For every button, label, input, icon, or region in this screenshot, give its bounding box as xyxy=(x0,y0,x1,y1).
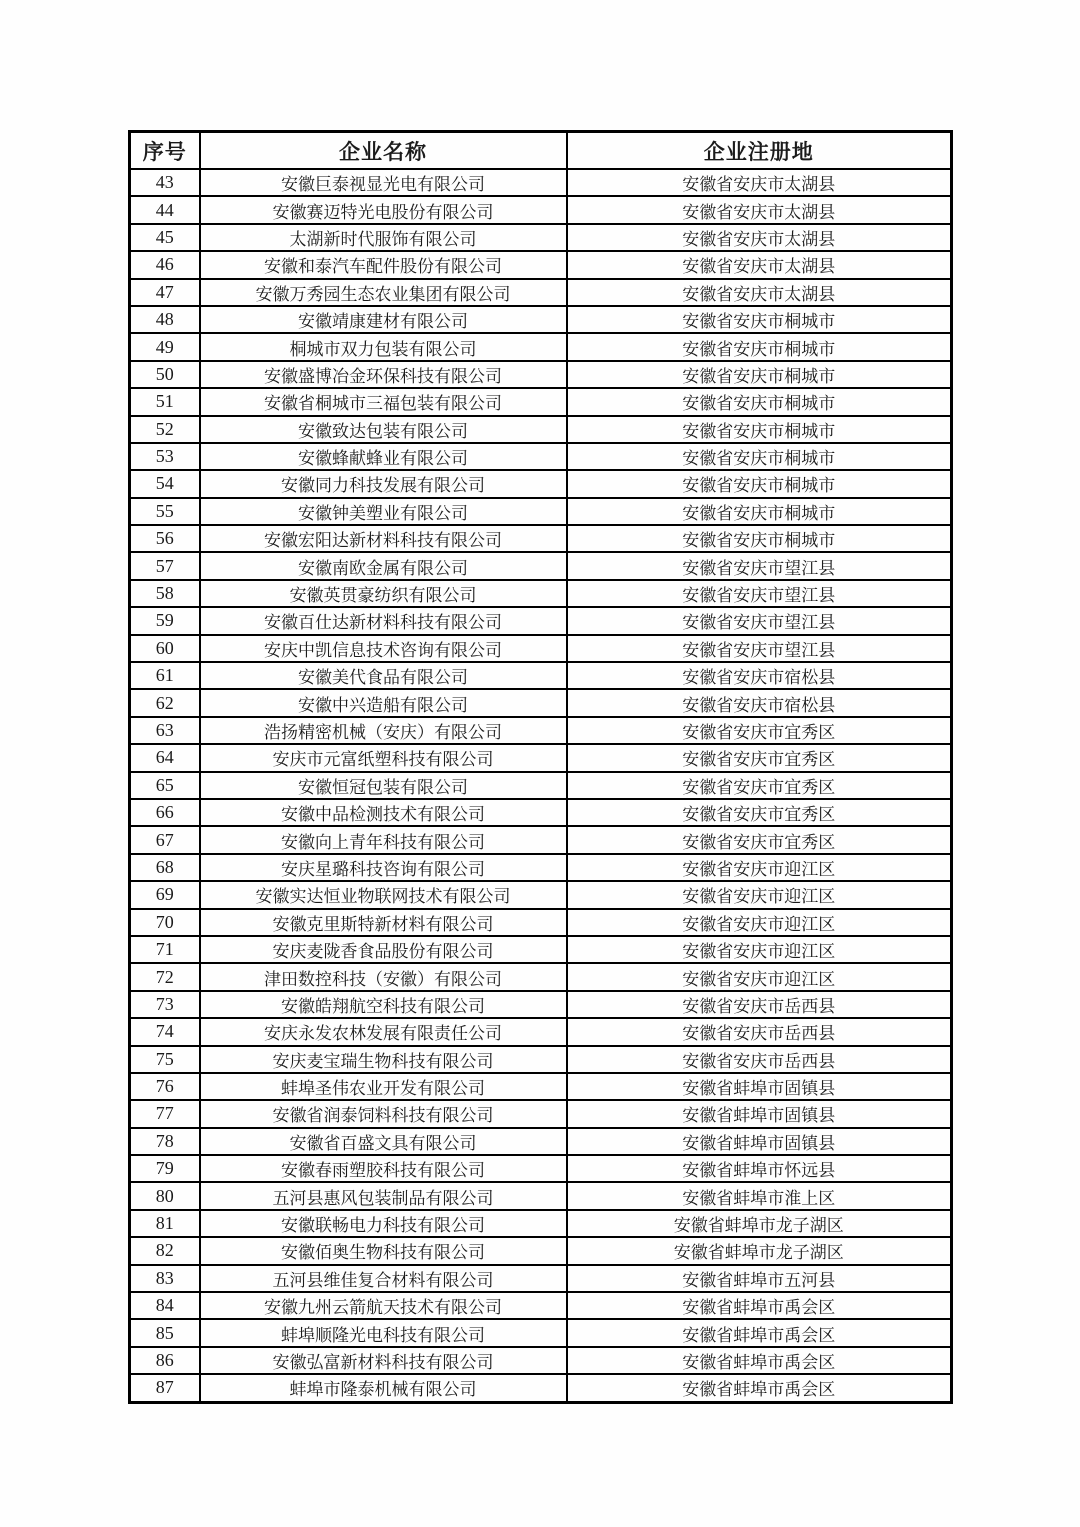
company-name-cell: 安徽美代食品有限公司 xyxy=(200,662,567,689)
company-name-cell: 安徽盛博冶金环保科技有限公司 xyxy=(200,361,567,388)
registration-location-cell: 安徽省蚌埠市淮上区 xyxy=(567,1182,952,1209)
registration-location-cell: 安徽省安庆市迎江区 xyxy=(567,854,952,881)
row-number-cell: 54 xyxy=(130,470,200,497)
registration-location-cell: 安徽省安庆市宜秀区 xyxy=(567,772,952,799)
registration-location-cell: 安徽省安庆市岳西县 xyxy=(567,1018,952,1045)
row-number-cell: 87 xyxy=(130,1374,200,1402)
row-number-cell: 80 xyxy=(130,1182,200,1209)
row-number-cell: 65 xyxy=(130,772,200,799)
table-row xyxy=(130,854,952,881)
table-row xyxy=(130,498,952,525)
table-row xyxy=(130,607,952,634)
company-name-cell: 安徽英贯豪纺织有限公司 xyxy=(200,580,567,607)
row-number-cell: 52 xyxy=(130,416,200,443)
row-number-cell: 66 xyxy=(130,799,200,826)
table-row xyxy=(130,635,952,662)
company-name-cell: 安徽克里斯特新材料有限公司 xyxy=(200,909,567,936)
table-row xyxy=(130,936,952,963)
table-row xyxy=(130,744,952,771)
registration-location-cell: 安徽省蚌埠市固镇县 xyxy=(567,1073,952,1100)
table-row xyxy=(130,224,952,251)
table-row xyxy=(130,306,952,333)
company-name-cell: 安徽南欧金属有限公司 xyxy=(200,552,567,579)
registration-location-cell: 安徽省安庆市桐城市 xyxy=(567,361,952,388)
row-number-cell: 77 xyxy=(130,1100,200,1127)
company-name-cell: 安徽百仕达新材料科技有限公司 xyxy=(200,607,567,634)
table-row xyxy=(130,1292,952,1319)
table-row xyxy=(130,1265,952,1292)
company-name-cell: 安徽蜂献蜂业有限公司 xyxy=(200,443,567,470)
company-name-cell: 安徽钟美塑业有限公司 xyxy=(200,498,567,525)
company-name-cell: 安徽致达包装有限公司 xyxy=(200,416,567,443)
row-number-cell: 79 xyxy=(130,1155,200,1182)
registration-location-cell: 安徽省安庆市桐城市 xyxy=(567,388,952,415)
row-number-cell: 46 xyxy=(130,251,200,278)
row-number-cell: 69 xyxy=(130,881,200,908)
table-row xyxy=(130,662,952,689)
row-number-cell: 68 xyxy=(130,854,200,881)
row-number-cell: 61 xyxy=(130,662,200,689)
registration-location-cell: 安徽省安庆市望江县 xyxy=(567,635,952,662)
registration-location-cell: 安徽省安庆市宿松县 xyxy=(567,662,952,689)
table-row xyxy=(130,772,952,799)
company-name-cell: 安庆麦陇香食品股份有限公司 xyxy=(200,936,567,963)
company-name-cell: 安徽同力科技发展有限公司 xyxy=(200,470,567,497)
company-name-cell: 安徽佰奥生物科技有限公司 xyxy=(200,1237,567,1264)
registration-location-cell: 安徽省安庆市太湖县 xyxy=(567,279,952,306)
row-number-cell: 78 xyxy=(130,1128,200,1155)
table-row xyxy=(130,196,952,223)
company-name-cell: 浩扬精密机械（安庆）有限公司 xyxy=(200,717,567,744)
registration-location-cell: 安徽省安庆市岳西县 xyxy=(567,1046,952,1073)
company-name-cell: 安徽靖康建材有限公司 xyxy=(200,306,567,333)
table-row xyxy=(130,251,952,278)
table-row xyxy=(130,416,952,443)
row-number-cell: 64 xyxy=(130,744,200,771)
company-name-cell: 五河县惠风包装制品有限公司 xyxy=(200,1182,567,1209)
registration-location-cell: 安徽省安庆市桐城市 xyxy=(567,306,952,333)
row-number-cell: 82 xyxy=(130,1237,200,1264)
registration-location-cell: 安徽省安庆市望江县 xyxy=(567,607,952,634)
company-name-cell: 安徽弘富新材料科技有限公司 xyxy=(200,1347,567,1374)
row-number-cell: 53 xyxy=(130,443,200,470)
company-name-cell: 五河县维佳复合材料有限公司 xyxy=(200,1265,567,1292)
company-name-cell: 安庆市元富纸塑科技有限公司 xyxy=(200,744,567,771)
row-number-cell: 86 xyxy=(130,1347,200,1374)
table-row xyxy=(130,1182,952,1209)
table-row xyxy=(130,1155,952,1182)
company-table xyxy=(128,130,953,1404)
registration-location-cell: 安徽省蚌埠市禹会区 xyxy=(567,1347,952,1374)
registration-location-cell: 安徽省安庆市宜秀区 xyxy=(567,799,952,826)
company-name-cell: 蚌埠圣伟农业开发有限公司 xyxy=(200,1073,567,1100)
table-row xyxy=(130,826,952,853)
registration-location-cell: 安徽省安庆市桐城市 xyxy=(567,498,952,525)
row-number-cell: 75 xyxy=(130,1046,200,1073)
table-row xyxy=(130,991,952,1018)
table-row xyxy=(130,963,952,990)
row-number-cell: 74 xyxy=(130,1018,200,1045)
table-row xyxy=(130,1073,952,1100)
column-header-company-name: 企业名称 xyxy=(200,132,567,170)
company-name-cell: 安徽实达恒业物联网技术有限公司 xyxy=(200,881,567,908)
table-body xyxy=(130,169,952,1402)
row-number-cell: 43 xyxy=(130,169,200,196)
company-name-cell: 安徽巨泰视显光电有限公司 xyxy=(200,169,567,196)
registration-location-cell: 安徽省蚌埠市怀远县 xyxy=(567,1155,952,1182)
table-row xyxy=(130,1128,952,1155)
table-row xyxy=(130,169,952,196)
registration-location-cell: 安徽省安庆市迎江区 xyxy=(567,881,952,908)
row-number-cell: 56 xyxy=(130,525,200,552)
company-name-cell: 安徽赛迈特光电股份有限公司 xyxy=(200,196,567,223)
table-row xyxy=(130,388,952,415)
row-number-cell: 83 xyxy=(130,1265,200,1292)
registration-location-cell: 安徽省安庆市望江县 xyxy=(567,580,952,607)
table-row xyxy=(130,717,952,744)
registration-location-cell: 安徽省蚌埠市禹会区 xyxy=(567,1319,952,1346)
row-number-cell: 58 xyxy=(130,580,200,607)
row-number-cell: 57 xyxy=(130,552,200,579)
company-name-cell: 安庆中凯信息技术咨询有限公司 xyxy=(200,635,567,662)
table-row xyxy=(130,799,952,826)
company-name-cell: 安徽向上青年科技有限公司 xyxy=(200,826,567,853)
row-number-cell: 70 xyxy=(130,909,200,936)
registration-location-cell: 安徽省安庆市太湖县 xyxy=(567,224,952,251)
company-name-cell: 安庆永发农林发展有限责任公司 xyxy=(200,1018,567,1045)
row-number-cell: 44 xyxy=(130,196,200,223)
row-number-cell: 67 xyxy=(130,826,200,853)
table-row xyxy=(130,443,952,470)
row-number-cell: 50 xyxy=(130,361,200,388)
registration-location-cell: 安徽省安庆市岳西县 xyxy=(567,991,952,1018)
row-number-cell: 51 xyxy=(130,388,200,415)
registration-location-cell: 安徽省蚌埠市固镇县 xyxy=(567,1100,952,1127)
registration-location-cell: 安徽省安庆市桐城市 xyxy=(567,525,952,552)
company-name-cell: 安徽中品检测技术有限公司 xyxy=(200,799,567,826)
table-row xyxy=(130,470,952,497)
registration-location-cell: 安徽省安庆市迎江区 xyxy=(567,936,952,963)
company-name-cell: 太湖新时代服饰有限公司 xyxy=(200,224,567,251)
registration-location-cell: 安徽省蚌埠市固镇县 xyxy=(567,1128,952,1155)
company-name-cell: 津田数控科技（安徽）有限公司 xyxy=(200,963,567,990)
company-name-cell: 安徽恒冠包装有限公司 xyxy=(200,772,567,799)
row-number-cell: 59 xyxy=(130,607,200,634)
table-row xyxy=(130,1374,952,1402)
registration-location-cell: 安徽省安庆市桐城市 xyxy=(567,416,952,443)
registration-location-cell: 安徽省蚌埠市龙子湖区 xyxy=(567,1210,952,1237)
table-row xyxy=(130,361,952,388)
row-number-cell: 48 xyxy=(130,306,200,333)
row-number-cell: 47 xyxy=(130,279,200,306)
company-name-cell: 安徽宏阳达新材料科技有限公司 xyxy=(200,525,567,552)
table-row xyxy=(130,552,952,579)
registration-location-cell: 安徽省安庆市桐城市 xyxy=(567,443,952,470)
registration-location-cell: 安徽省安庆市迎江区 xyxy=(567,909,952,936)
row-number-cell: 60 xyxy=(130,635,200,662)
company-name-cell: 安徽省百盛文具有限公司 xyxy=(200,1128,567,1155)
company-name-cell: 安徽和泰汽车配件股份有限公司 xyxy=(200,251,567,278)
registration-location-cell: 安徽省安庆市太湖县 xyxy=(567,251,952,278)
registration-location-cell: 安徽省蚌埠市禹会区 xyxy=(567,1292,952,1319)
table-row xyxy=(130,1319,952,1346)
registration-location-cell: 安徽省安庆市宜秀区 xyxy=(567,717,952,744)
company-name-cell: 安徽省桐城市三福包装有限公司 xyxy=(200,388,567,415)
row-number-cell: 62 xyxy=(130,689,200,716)
table-row xyxy=(130,1237,952,1264)
table-row xyxy=(130,279,952,306)
company-name-cell: 安庆星璐科技咨询有限公司 xyxy=(200,854,567,881)
row-number-cell: 85 xyxy=(130,1319,200,1346)
table-row xyxy=(130,909,952,936)
column-header-registration-place: 企业注册地 xyxy=(567,132,952,170)
registration-location-cell: 安徽省蚌埠市龙子湖区 xyxy=(567,1237,952,1264)
table-row xyxy=(130,1100,952,1127)
registration-location-cell: 安徽省安庆市宜秀区 xyxy=(567,744,952,771)
registration-location-cell: 安徽省蚌埠市禹会区 xyxy=(567,1374,952,1402)
company-name-cell: 安徽皓翔航空科技有限公司 xyxy=(200,991,567,1018)
company-name-cell: 安徽九州云箭航天技术有限公司 xyxy=(200,1292,567,1319)
registration-location-cell: 安徽省安庆市宜秀区 xyxy=(567,826,952,853)
row-number-cell: 84 xyxy=(130,1292,200,1319)
column-header-serial: 序号 xyxy=(130,132,200,170)
row-number-cell: 49 xyxy=(130,333,200,360)
table-row xyxy=(130,881,952,908)
registration-location-cell: 安徽省安庆市迎江区 xyxy=(567,963,952,990)
row-number-cell: 72 xyxy=(130,963,200,990)
row-number-cell: 73 xyxy=(130,991,200,1018)
registration-location-cell: 安徽省安庆市望江县 xyxy=(567,552,952,579)
company-name-cell: 蚌埠顺隆光电科技有限公司 xyxy=(200,1319,567,1346)
table-row xyxy=(130,1046,952,1073)
registration-location-cell: 安徽省安庆市太湖县 xyxy=(567,169,952,196)
header-row xyxy=(130,132,952,170)
company-name-cell: 蚌埠市隆泰机械有限公司 xyxy=(200,1374,567,1402)
company-name-cell: 安徽省润泰饲料科技有限公司 xyxy=(200,1100,567,1127)
registration-location-cell: 安徽省蚌埠市五河县 xyxy=(567,1265,952,1292)
company-name-cell: 安庆麦宝瑞生物科技有限公司 xyxy=(200,1046,567,1073)
table-row xyxy=(130,333,952,360)
registration-location-cell: 安徽省安庆市桐城市 xyxy=(567,470,952,497)
company-name-cell: 安徽中兴造船有限公司 xyxy=(200,689,567,716)
registration-location-cell: 安徽省安庆市太湖县 xyxy=(567,196,952,223)
registration-location-cell: 安徽省安庆市宿松县 xyxy=(567,689,952,716)
row-number-cell: 81 xyxy=(130,1210,200,1237)
table-row xyxy=(130,1347,952,1374)
company-name-cell: 安徽万秀园生态农业集团有限公司 xyxy=(200,279,567,306)
table-row xyxy=(130,1018,952,1045)
table-header xyxy=(130,132,952,170)
row-number-cell: 45 xyxy=(130,224,200,251)
row-number-cell: 71 xyxy=(130,936,200,963)
company-name-cell: 安徽春雨塑胶科技有限公司 xyxy=(200,1155,567,1182)
row-number-cell: 63 xyxy=(130,717,200,744)
registration-location-cell: 安徽省安庆市桐城市 xyxy=(567,333,952,360)
table-row xyxy=(130,689,952,716)
company-name-cell: 安徽联畅电力科技有限公司 xyxy=(200,1210,567,1237)
table-row xyxy=(130,525,952,552)
company-name-cell: 桐城市双力包装有限公司 xyxy=(200,333,567,360)
table-row xyxy=(130,580,952,607)
table-row xyxy=(130,1210,952,1237)
row-number-cell: 55 xyxy=(130,498,200,525)
row-number-cell: 76 xyxy=(130,1073,200,1100)
